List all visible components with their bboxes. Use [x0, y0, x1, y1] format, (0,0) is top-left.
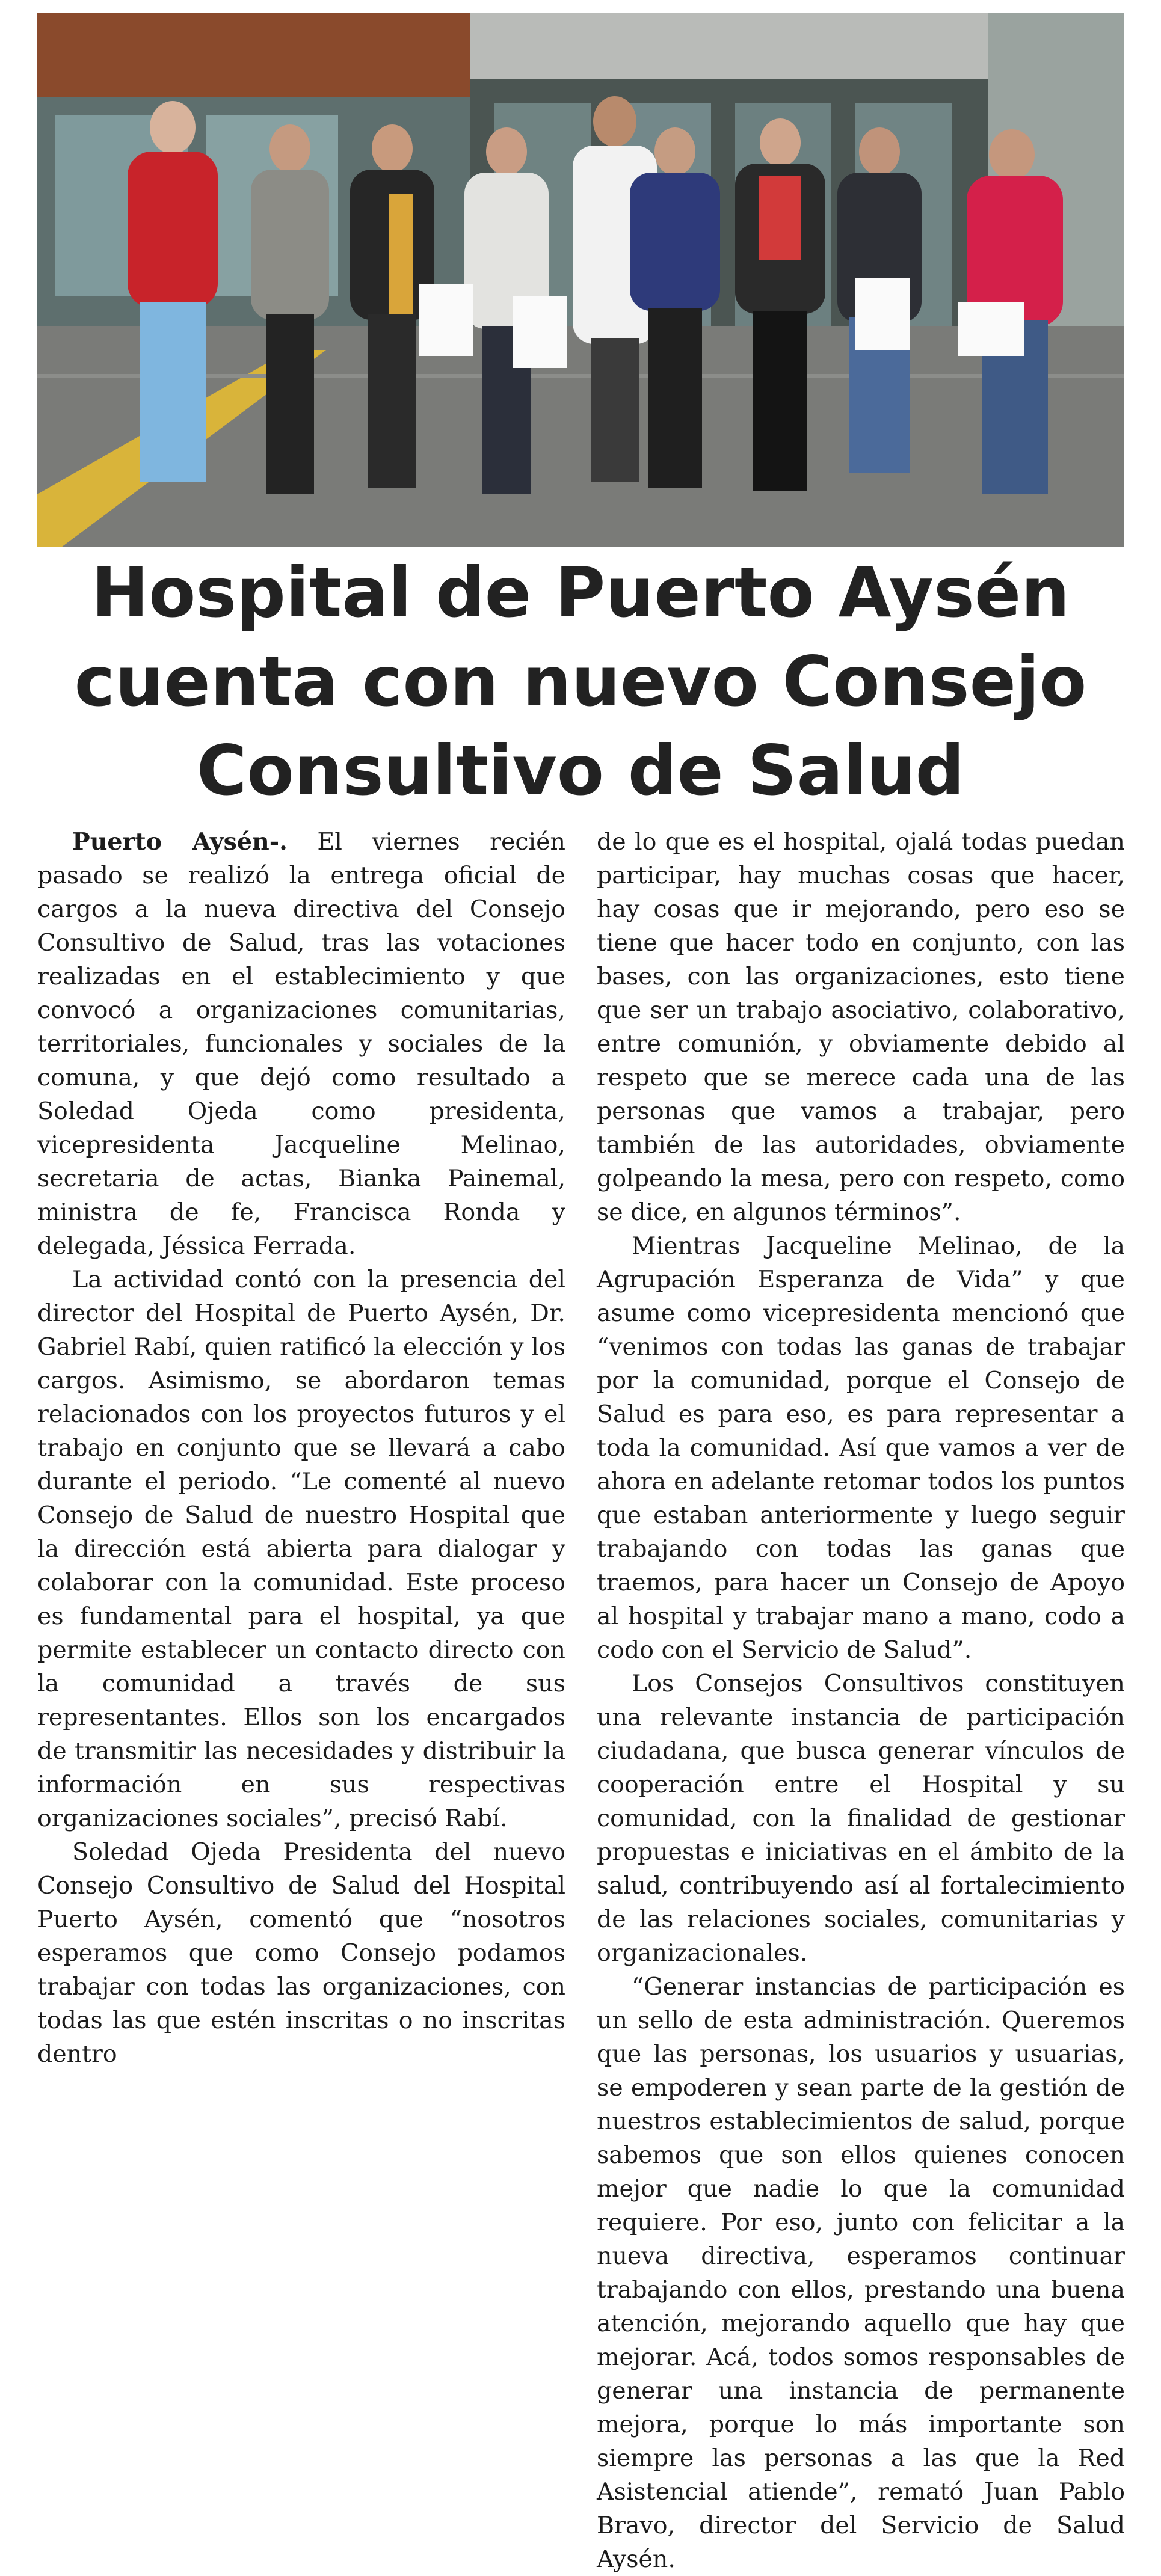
dateline: Puerto Aysén-. [72, 828, 288, 856]
headline-line-1: Hospital de Puerto Aysén [91, 553, 1070, 633]
article-headline [37, 548, 1124, 815]
article-paragraph-4: Mientras Jacqueline Melinao, de la Agrupación Esperanza de Vida” y que asume como vicepresidenta mencionó que “venimos con todas las ganas de trabajar por la comunidad, porque el Consejo de Salud es para eso, es para representar a toda la comunidad. Así que vamos a ver de ahora en adelante retomar todos los puntos que estaban anteriormente y luego seguir trabajando con todas las ganas que traemos, para hacer un Consejo de Apoyo al hospital y trabajar mano a mano, codo a codo con el Servicio de Salud”. [597, 1232, 1125, 1664]
article-paragraph-3-continued: de lo que es el hospital, ojalá todas puedan participar, hay muchas cosas que hacer, hay cosas que ir mejorando, pero eso se tiene que hacer todo en conjunto, con las bases, con las organizaciones, esto tiene que ser un trabajo asociativo, colaborativo, entre comunión, y obviamente debido al respeto que se merece cada una de las personas que vamos a trabajar, pero también de las autoridades, obviamente golpeando la mesa, pero con respeto, como se dice, en algunos términos”. [597, 828, 1125, 1226]
article-column-left [37, 825, 565, 2071]
group-photo-illustration [37, 13, 1124, 547]
article-paragraph-2: La actividad contó con la presencia del director del Hospital de Puerto Aysén, Dr. Gabriel Rabí, quien ratificó la elección y los cargos. Asimismo, se abordaron temas relacionados con los proyectos futuros y el trabajo en conjunto que se llevará a cabo durante el periodo. “Le comenté al nuevo Consejo de Salud de nuestro Hospital que la dirección está abierta para dialogar y colaborar con la comunidad. Este proceso es fundamental para el hospital, ya que permite establecer un contacto directo con la comunidad a través de sus representantes. Ellos son los encargados de transmitir las necesidades y distribuir la información en sus respectivas organizaciones sociales”, precisó Rabí. [37, 1266, 565, 1832]
headline-line-3: Consultivo de Salud [196, 731, 965, 811]
article-paragraph-6: “Generar instancias de participación es un sello de esta administración. Queremos que las personas, los usuarios y usuarias, se empoderen y sean parte de la gestión de nuestros establecimientos de salud, porque sabemos que son ellos quienes conocen mejor que nadie lo que la comunidad requiere. Por eso, junto con felicitar a la nueva directiva, esperamos continuar trabajando con ellos, prestando una buena atención, mejorando aquello que hay que mejorar. Acá, todos somos responsables de generar una instancia de permanente mejora, porque lo más importante son siempre las personas a las que la Red Asistencial atiende”, remató Juan Pablo Bravo, director del Servicio de Salud Aysén. [597, 1973, 1125, 2573]
article-photo [37, 13, 1124, 547]
article-paragraph-3: Soledad Ojeda Presidenta del nuevo Consejo Consultivo de Salud del Hospital Puerto Aysén, comentó que “nosotros esperamos que como Consejo podamos trabajar con todas las organizaciones, con todas las que estén inscritas o no inscritas dentro [37, 1838, 565, 2068]
article-paragraph-1 [37, 825, 565, 1263]
paragraph-1-text: El viernes recién pasado se realizó la entrega oficial de cargos a la nueva directiva del Consejo Consultivo de Salud, tras las votaciones realizadas en el establecimiento y que convocó a organizaciones comunitarias, territoriales, funcionales y sociales de la comuna, y que dejó como resultado a Soledad Ojeda como presidenta, vicepresidenta Jacqueline Melinao, secretaria de actas, Bianka Painemal, ministra de fe, Francisca Ronda y delegada, Jéssica Ferrada. [37, 828, 565, 1260]
article-paragraph-5: Los Consejos Consultivos constituyen una relevante instancia de participación ciudadana, que busca generar vínculos de cooperación entre el Hospital y su comunidad, con la finalidad de gestionar propuestas e iniciativas en el ámbito de la salud, contribuyendo así al fortalecimiento de las relaciones sociales, comunitarias y organizacionales. [597, 1670, 1125, 1967]
headline-line-2: cuenta con nuevo Consejo [74, 642, 1087, 722]
article-column-right [597, 825, 1125, 2576]
